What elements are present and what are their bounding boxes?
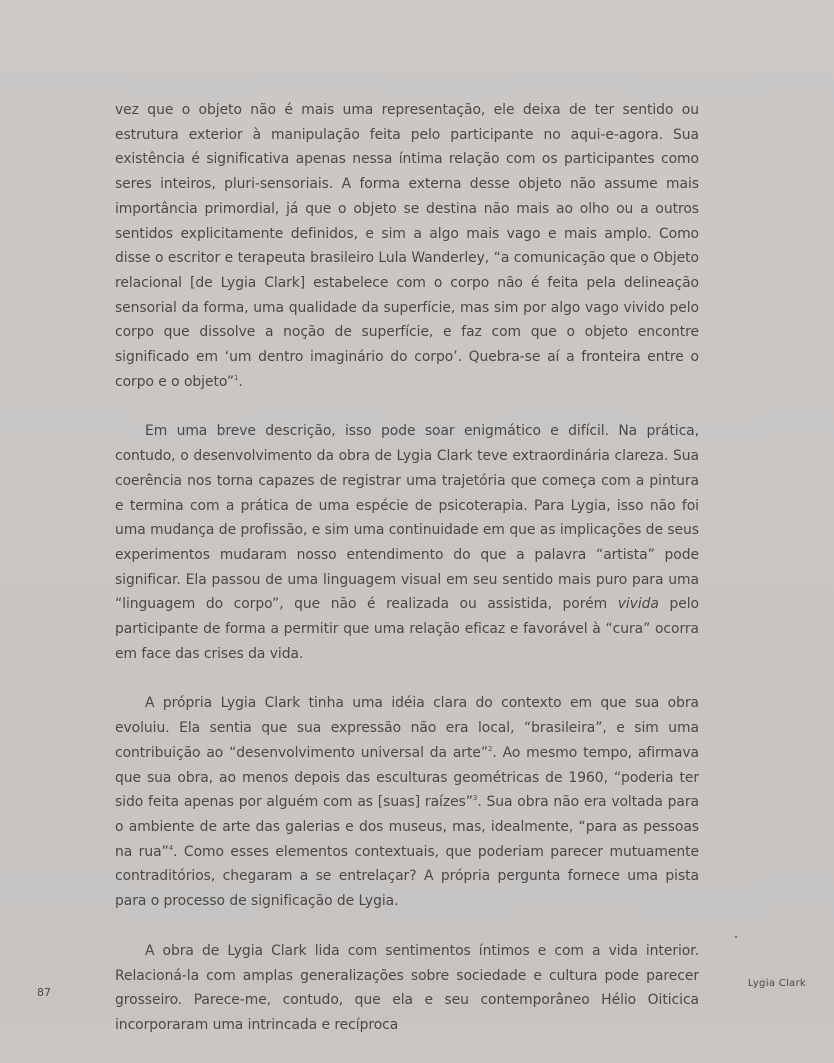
emphasis-text: vivida (617, 596, 659, 613)
paragraph (115, 691, 699, 913)
running-head: Lygia Clark (747, 978, 806, 989)
text-segment: . (238, 373, 243, 390)
text-segment: . Sua obra não era voltada para o ambiente de arte das galerias e dos museus, mas, idealmente, “para as pessoas na rua” (115, 794, 699, 860)
text-segment: . Como esses elementos contextuais, que poderiam parecer mutuamente contraditórios, chegaram a se entrelaçar? A própria pergunta fornece uma pista para o processo de significação de Lygia. (115, 843, 699, 910)
speck-mark (735, 936, 737, 938)
footnote-reference: 3 (472, 794, 478, 803)
paragraph (115, 939, 699, 1038)
text-segment: A própria Lygia Clark tinha uma idéia clara do contexto em que sua obra evoluiu. Ela sentia que sua expressão não era local, “brasileira”, e sim uma contribuição ao “desenvolvimento universal da arte” (115, 695, 699, 761)
paragraph (115, 419, 699, 666)
text-segment: vez que o objeto não é mais uma representação, ele deixa de ter sentido ou estrutura exterior à manipulação feita pelo participante no aqui-e-agora. Sua existência é significativa apenas nessa íntima relação com os participantes como seres inteiros, pluri-sensoriais. A forma externa desse objeto não assume mais importância primordial, já que o objeto se destina não mais ao olho ou a outros sentidos explicitamente definidos, e sim a algo mais vago e mais amplo. Como disse o escritor e terapeuta brasileiro Lula Wanderley, “a comunicação que o Objeto relacional [de Lygia Clark] estabelece com o corpo não é feita pela delineação sensorial da forma, uma qualidade da superfície, mas sim por algo vago vivido pelo corpo que dissolve a noção de superfície, e faz com que o objeto encontre significado em ‘um dentro imaginário do corpo’. Quebra-se aí a fronteira entre o corpo e o objeto” (115, 102, 699, 390)
footnote-reference: 1 (233, 373, 239, 382)
body-text (115, 98, 699, 1063)
paragraph (115, 98, 699, 394)
text-segment: Em uma breve descrição, isso pode soar enigmático e difícil. Na prática, contudo, o desenvolvimento da obra de Lygia Clark teve extraordinária clareza. Sua coerência nos torna capazes de registrar uma trajetória que começa com a pintura e termina com a prática de uma espécie de psicoterapia. Para Lygia, isso não foi uma mudança de profissão, e sim uma continuidade em que as implicações de seus experimentos mudaram nosso entendimento do que a palavra “artista” pode significar. Ela passou de uma linguagem visual em seu sentido mais puro para uma “linguagem do corpo”, que não é realizada ou assistida, porém (115, 423, 699, 613)
page-number: 87 (37, 986, 51, 999)
footnote-reference: 4 (168, 843, 174, 852)
text-segment: pelo participante de forma a permitir que uma relação eficaz e favorável à “cura” ocorra em face das crises da vida. (115, 596, 699, 662)
footnote-reference: 2 (488, 744, 493, 753)
text-segment: . Ao mesmo tempo, afirmava que sua obra, ao menos depois das esculturas geométricas de 1960, “poderia ter sido feita apenas por alguém com as [suas] raízes” (115, 744, 700, 811)
text-segment: A obra de Lygia Clark lida com sentimentos íntimos e com a vida interior. Relacioná-la com amplas generalizações sobre sociedade e cultura pode parecer grosseiro. Parece-me, contudo, que ela e seu contemporâneo Hélio Oiticica incorporaram uma intrincada e recíproca (115, 942, 699, 1033)
